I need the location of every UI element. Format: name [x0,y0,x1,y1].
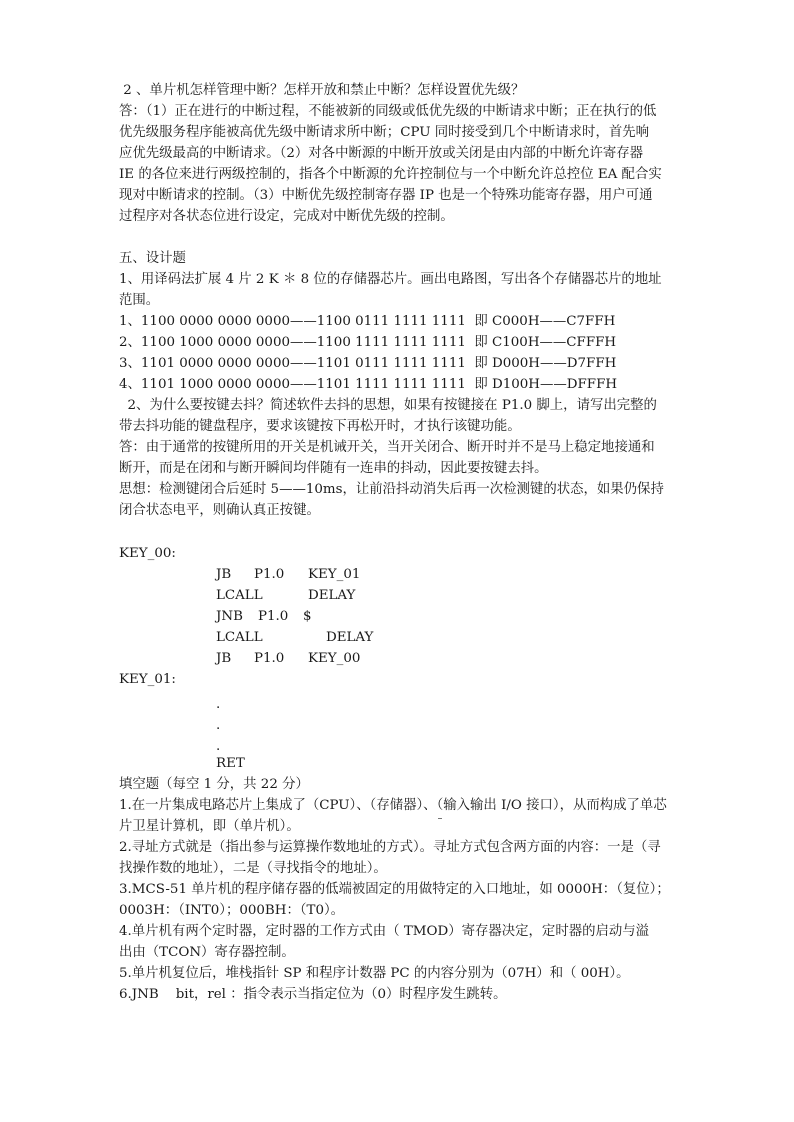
code-op: RET [216,756,245,771]
question-line: 带去抖功能的键盘程序，要求该键按下再松开时，才执行该键功能。 [119,419,521,434]
question-line: 范围。 [119,293,160,308]
code-ellipsis-dot: . [216,697,221,712]
code-label: KEY_01: [119,672,176,687]
answer-line: IE 的各位来进行两级控制的，指各个中断源的允许控制位与一个中断允许总控位 EA 配合实 [119,167,662,182]
fill-line: 1.在一片集成电路芯片上集成了（CPU）、（存储器）、（输入输出 I/O 接口），从而构成了单芯 [119,798,667,813]
code-arg: P1.0 [258,609,289,624]
code-ellipsis-dot: . [216,718,221,733]
fill-line: 4.单片机有两个定时器，定时器的工作方式由（ TMOD）寄存器决定，定时器的启动与溢 [119,924,650,939]
fill-line: 6.JNB bit，rel ：指令表示当指定位为（0）时程序发生跳转。 [119,987,507,1002]
answer-line: 优先级服务程序能被高优先级中断请求所中断；CPU 同时接受到几个中断请求时，首先响 [119,125,650,140]
address-line: 4、1101 1000 0000 0000——1101 1111 1111 1111 即 D100H——DFFFH [119,377,618,392]
question-line: 1、用译码法扩展 4 片 2 K ＊ 8 位的存储器芯片。画出电路图，写出各个存储器芯片的地址 [119,272,662,287]
answer-line: 答：由于通常的按键所用的开关是机诫开关，当开关闭合、断开时并不是马上稳定地接通和 [119,440,655,455]
code-op: LCALL [216,588,263,603]
code-op: JB [216,651,232,666]
question-heading: 2 、单片机怎样管理中断？怎样开放和禁止中断？怎样设置优先级？ [119,83,525,98]
code-label: KEY_00: [119,546,176,561]
address-line: 2、1100 1000 0000 0000——1100 1111 1111 1111 即 C100H——CFFFH [119,335,617,350]
code-op: JB [216,567,232,582]
section-heading: 五、设计题 [119,251,186,266]
fill-line: 5.单片机复位后，堆栈指针 SP 和程序计数器 PC 的内容分别为（07H）和（ 00H）。 [119,966,630,981]
code-ellipsis-dot: . [216,739,221,754]
answer-line: 闭合状态电平，则确认真正按键。 [119,503,320,518]
address-line: 3、1101 0000 0000 0000——1101 0111 1111 1111 即 D000H——D7FFH [119,356,617,371]
answer-line: 思想：检测键闭合后延时 5——10ms，让前沿抖动消失后再一次检测键的状态，如果仍保持 [119,482,664,497]
fill-line: 片卫星计算机，即（单片机）。 [119,819,300,834]
fill-line: 3.MCS-51 单片机的程序储存器的低端被固定的用做特定的入口地址，如 0000H：（复位）； [119,882,670,897]
answer-line: 过程序对各状态位进行设定，完成对中断优先级的控制。 [119,209,454,224]
code-target: DELAY [308,588,356,603]
code-arg: P1.0 [254,567,285,582]
address-line: 1、1100 0000 0000 0000——1100 0111 1111 1111 即 C000H——C7FFH [119,314,616,329]
stray-mark [438,818,442,819]
answer-line: 应优先级最高的中断请求。（2）对各中断源的中断开放或关闭是由内部的中断允许寄存器 [119,146,644,161]
fill-line: 找操作数的地址），二是（寻找指令的地址）。 [119,861,387,876]
code-target: DELAY [326,630,374,645]
fill-line: 0003H：（INT0）；000BH：（T0）。 [119,903,345,918]
code-arg: P1.0 [254,651,285,666]
code-op: LCALL [216,630,263,645]
question-line: 2、为什么要按键去抖？简述软件去抖的思想，如果有按键接在 P1.0 脚上，请写出完整的 [119,398,657,413]
answer-line: 现对中断请求的控制。（3）中断优先级控制寄存器 IP 也是一个特殊功能寄存器，用户可通 [119,188,653,203]
code-op: JNB [216,609,243,624]
code-target: KEY_00 [308,651,361,666]
answer-line: 断开，而是在闭和与断开瞬间均伴随有一连串的抖动，因此要按键去抖。 [119,461,548,476]
fill-line: 出由（TCON）寄存器控制。 [119,945,295,960]
answer-line: 答：（1）正在进行的中断过程，不能被新的同级或低优先级的中断请求中断；正在执行的低 [119,104,657,119]
fill-line: 2.寻址方式就是（指出参与运算操作数地址的方式）。寻址方式包含两方面的内容：一是（寻 [119,840,661,855]
section-heading: 填空题（每空 1 分，共 22 分） [119,777,309,792]
code-target: $ [303,609,312,624]
code-target: KEY_01 [308,567,361,582]
